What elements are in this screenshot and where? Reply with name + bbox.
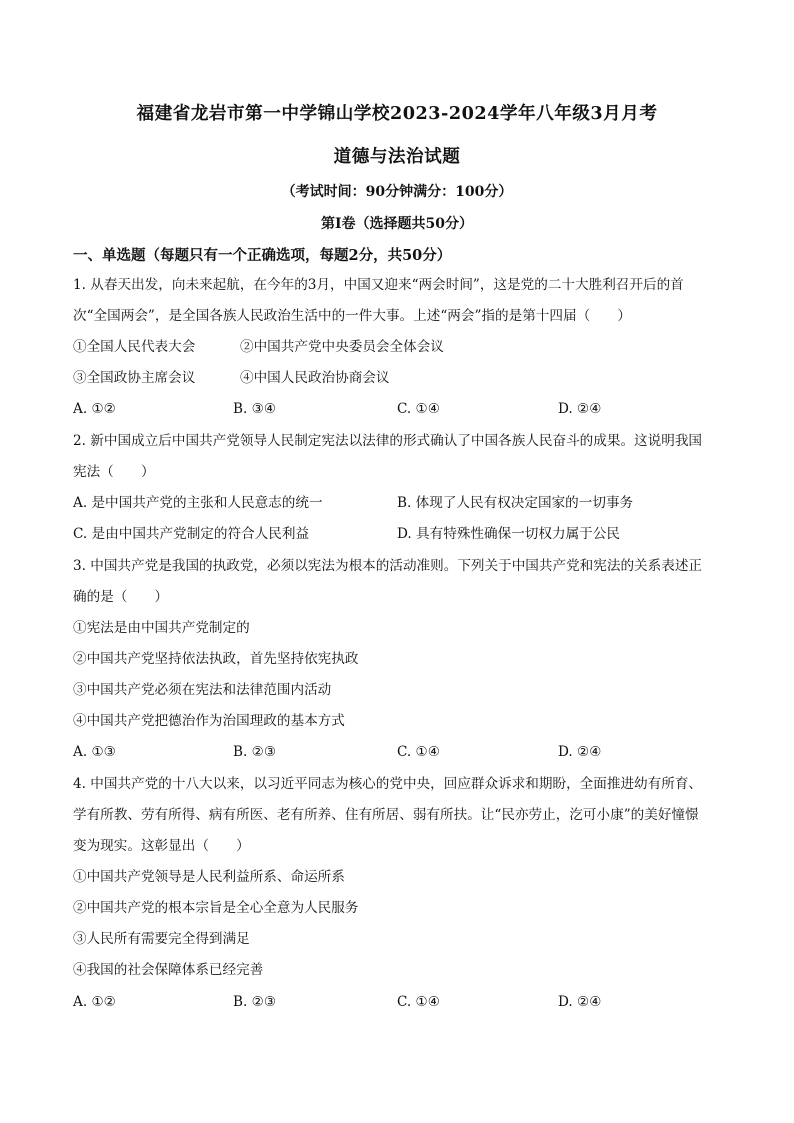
statement: ②中国共产党坚持依法执政，首先坚持依宪执政 [73, 651, 359, 667]
answer-option-c: C. ①④ [397, 994, 440, 1010]
exam-title: 福建省龙岩市第一中学锦山学校2023-2024学年八年级3月月考 [136, 103, 658, 124]
question-stem-line: 变为现实。这彰显出（ ） [73, 838, 250, 854]
statement: ②中国共产党中央委员会全体会议 [240, 339, 444, 355]
statement: ③人民所有需要完全得到满足 [73, 931, 250, 947]
answer-option-b: B. ②③ [233, 994, 277, 1010]
answer-option-a: A. 是中国共产党的主张和人民意志的统一 [73, 495, 323, 511]
question-stem-line: 1. 从春天出发，向未来起航，在今年的3月，中国又迎来“两会时间”，这是党的二十大胜利召开后的首 [73, 277, 684, 293]
answer-option-c: C. ①④ [397, 744, 440, 760]
statement: ①全国人民代表大会 [73, 339, 196, 355]
statement: ③全国政协主席会议 [73, 370, 196, 386]
answer-option-a: A. ①③ [73, 744, 116, 760]
question-stem-line: 确的是（ ） [73, 589, 169, 605]
answer-option-b: B. 体现了人民有权决定国家的一切事务 [397, 495, 634, 511]
exam-subject: 道德与法治试题 [333, 146, 461, 167]
statement: ④中国人民政治协商会议 [240, 370, 390, 386]
answer-option-d: D. ②④ [558, 994, 602, 1010]
answer-option-a: A. ①② [73, 994, 116, 1010]
section-heading: 一、单选题（每题只有一个正确选项，每题2分，共50分） [73, 247, 452, 264]
answer-option-b: B. ③④ [233, 401, 277, 417]
answer-option-b: B. ②③ [233, 744, 277, 760]
statement: ④我国的社会保障体系已经完善 [73, 962, 264, 978]
answer-option-c: C. 是由中国共产党制定的符合人民利益 [73, 526, 310, 542]
question-stem-line: 宪法（ ） [73, 464, 155, 480]
question-stem-line: 学有所教、劳有所得、病有所医、老有所养、住有所居、弱有所扶。让“民亦劳止，汔可小康”的美好憧憬 [73, 807, 699, 823]
statement: ①宪法是由中国共产党制定的 [73, 620, 250, 636]
question-stem-line: 2. 新中国成立后中国共产党领导人民制定宪法以法律的形式确认了中国各族人民奋斗的成果。这说明我国 [73, 433, 703, 449]
answer-option-d: D. 具有特殊性确保一切权力属于公民 [397, 526, 620, 542]
answer-option-d: D. ②④ [558, 744, 602, 760]
question-stem-line: 3. 中国共产党是我国的执政党，必须以宪法为根本的活动准则。下列关于中国共产党和宪法的关系表述正 [73, 558, 703, 574]
volume-heading: 第Ⅰ卷（选择题共50分） [320, 216, 474, 232]
exam-info: （考试时间：90分钟满分：100分） [281, 184, 513, 200]
statement: ②中国共产党的根本宗旨是全心全意为人民服务 [73, 900, 359, 916]
question-stem-line: 次“全国两会”，是全国各族人民政治生活中的一件大事。上述“两会”指的是第十四届（ ） [73, 308, 631, 324]
statement: ④中国共产党把德治作为治国理政的基本方式 [73, 713, 345, 729]
answer-option-c: C. ①④ [397, 401, 440, 417]
statement: ③中国共产党必须在宪法和法律范围内活动 [73, 682, 332, 698]
statement: ①中国共产党领导是人民利益所系、命运所系 [73, 869, 345, 885]
answer-option-a: A. ①② [73, 401, 116, 417]
question-stem-line: 4. 中国共产党的十八大以来，以习近平同志为核心的党中央，回应群众诉求和期盼，全面推进幼有所育、 [73, 776, 703, 792]
answer-option-d: D. ②④ [558, 401, 602, 417]
